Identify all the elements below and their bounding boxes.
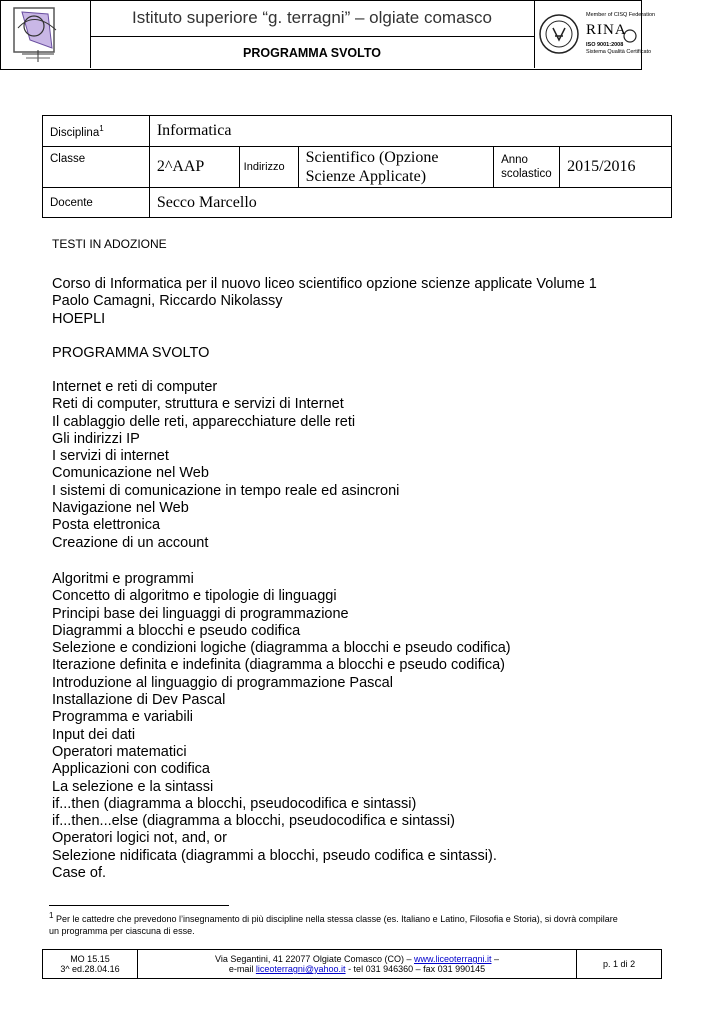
classe-label: Classe bbox=[43, 147, 150, 188]
book-publisher: HOEPLI bbox=[52, 310, 106, 327]
anno-label: Anno scolastico bbox=[494, 147, 560, 188]
list-item: if...then (diagramma a blocchi, pseudocodifica e sintassi) bbox=[52, 795, 417, 812]
list-item: Posta elettronica bbox=[52, 517, 161, 534]
list-item: Concetto di algoritmo e tipologie di linguaggi bbox=[52, 588, 337, 605]
disciplina-value: Informatica bbox=[149, 116, 671, 147]
certification-logo bbox=[535, 0, 656, 68]
book-title: Corso di Informatica per il nuovo liceo scientifico opzione scienze applicate Volume 1 bbox=[52, 276, 597, 292]
list-item: Reti di computer, struttura e servizi di Internet bbox=[52, 396, 344, 413]
list-item: Principi base dei linguaggi di programmazione bbox=[52, 605, 349, 622]
course-info-table bbox=[42, 115, 672, 218]
disciplina-label: Disciplina$^1$ bbox=[43, 116, 150, 147]
docente-label: Docente bbox=[43, 188, 150, 218]
list-item: Diagrammi a blocchi e pseudo codifica bbox=[52, 622, 301, 639]
footer-page-number: p. 1 di 2 bbox=[577, 950, 662, 979]
list-item: Operatori matematici bbox=[52, 743, 187, 760]
indirizzo-label: Indirizzo bbox=[239, 147, 298, 188]
list-item: Introduzione al linguaggio di programmazione Pascal bbox=[52, 674, 393, 691]
school-logo bbox=[0, 0, 91, 68]
cert-iso-text: ISO 9001:2008 bbox=[586, 42, 624, 48]
list-item: La selezione e la sintassi bbox=[52, 778, 214, 795]
testi-heading: TESTI IN ADOZIONE bbox=[52, 237, 167, 251]
list-item: Programma e variabili bbox=[52, 709, 194, 726]
section-algoritmi bbox=[52, 571, 511, 882]
footer-address: Via Segantini, 41 22077 Olgiate Comasco (CO) – www.liceoterragni.it – e-mail liceoterragni@yahoo.it - tel 031 946360 – fax 031 990145 bbox=[137, 950, 576, 979]
footer-doc-code: MO 15.15 3^ ed.28.04.16 bbox=[43, 950, 138, 979]
list-item: Il cablaggio delle reti, apparecchiature delle reti bbox=[52, 413, 356, 430]
list-item: Iterazione definita e indefinita (diagramma a blocchi e pseudo codifica) bbox=[52, 657, 505, 674]
cert-member-text: Member of CISQ Federation bbox=[586, 12, 656, 18]
anno-value: 2015/2016 bbox=[560, 147, 672, 188]
programma-heading: PROGRAMMA SVOLTO bbox=[52, 345, 210, 361]
indirizzo-value: Scientifico (Opzione Scienze Applicate) bbox=[298, 147, 493, 188]
list-item: Creazione di un account bbox=[52, 534, 209, 551]
cert-system-text: Sistema Qualità Certificato bbox=[586, 49, 652, 55]
list-item: Navigazione nel Web bbox=[52, 500, 189, 517]
list-item: Operatori logici not, and, or bbox=[52, 830, 227, 847]
header-titles bbox=[90, 0, 535, 68]
list-item: Gli indirizzi IP bbox=[52, 430, 140, 447]
list-item: Selezione nidificata (diagrammi a blocchi, pseudo codifica e sintassi). bbox=[52, 847, 497, 864]
list-item: Installazione di Dev Pascal bbox=[52, 692, 226, 709]
list-item: Comunicazione nel Web bbox=[52, 465, 209, 482]
list-item: I servizi di internet bbox=[52, 448, 169, 465]
institute-name: Istituto superiore “g. terragni” – olgiate comasco bbox=[90, 0, 534, 37]
list-item: Selezione e condizioni logiche (diagramma a blocchi e pseudo codifica) bbox=[52, 640, 511, 657]
cert-brand-text: RINA bbox=[586, 22, 627, 38]
list-item: Applicazioni con codifica bbox=[52, 761, 210, 778]
website-link[interactable]: www.liceoterragni.it bbox=[413, 954, 492, 964]
footnote-rule bbox=[49, 905, 229, 906]
footnote: $^1$ Per le cattedre che prevedono l’insegnamento di più discipline nella stessa classe (es. Italiano e Latino, Filosofia e Storia), si dovrà compilare un programma per ciascuna di esse. bbox=[49, 911, 618, 936]
list-item: Case of. bbox=[52, 865, 106, 882]
document-header bbox=[0, 0, 656, 70]
section-internet bbox=[52, 379, 399, 552]
docente-value: Secco Marcello bbox=[149, 188, 671, 218]
list-item: Algoritmi e programmi bbox=[52, 571, 194, 587]
classe-value: 2^AAP bbox=[149, 147, 239, 188]
header-subtitle: PROGRAMMA SVOLTO bbox=[243, 45, 381, 60]
email-link[interactable]: liceoterragni@yahoo.it bbox=[255, 964, 346, 974]
list-item: if...then...else (diagramma a blocchi, pseudocodifica e sintassi) bbox=[52, 813, 455, 830]
list-item: I sistemi di comunicazione in tempo reale ed asincroni bbox=[52, 482, 400, 499]
list-item: Internet e reti di computer bbox=[52, 379, 218, 395]
book-info bbox=[52, 276, 597, 328]
page-footer bbox=[42, 949, 662, 979]
book-authors: Paolo Camagni, Riccardo Nikolassy bbox=[52, 293, 283, 310]
list-item: Input dei dati bbox=[52, 726, 136, 743]
